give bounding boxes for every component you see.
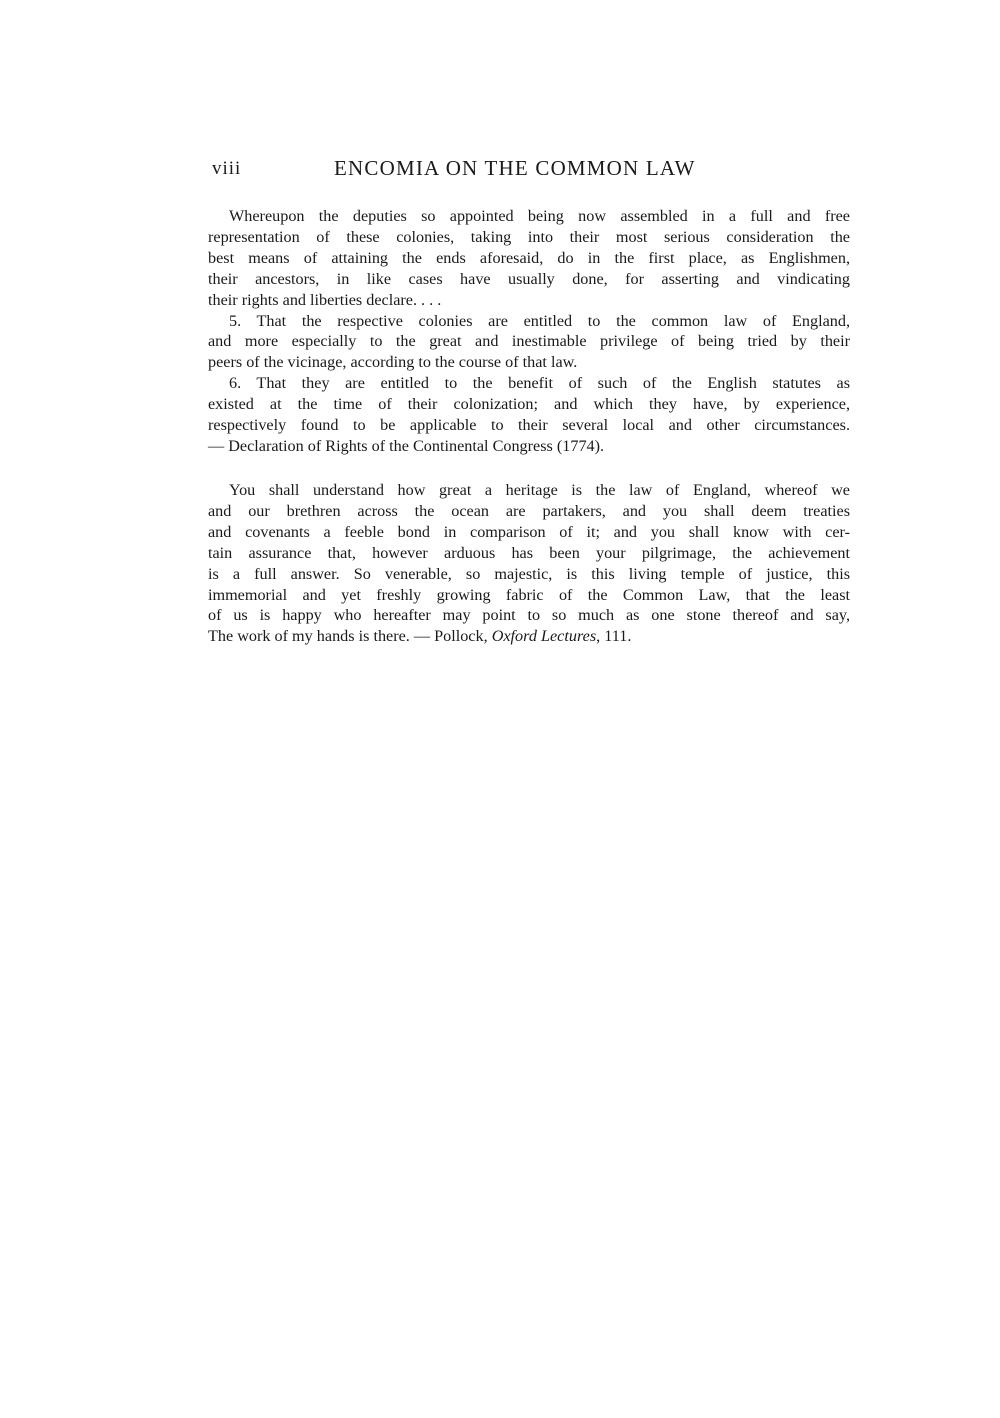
page-header [212, 156, 852, 186]
quote-line: 6. That they are entitled to the benefit of such of the English statutes as [229, 374, 850, 393]
quote-final-line [208, 626, 850, 647]
quote-line: their rights and liberties declare. . . . [208, 290, 442, 309]
source-page: , 111. [596, 627, 632, 646]
quote-line: best means of attaining the ends aforesaid, do in the first place, as Englishmen, [208, 248, 850, 267]
quote-line: and our brethren across the ocean are partakers, and you shall deem treaties [208, 501, 850, 520]
running-title: ENCOMIA ON THE COMMON LAW [334, 156, 696, 180]
quote-attribution: — Declaration of Rights of the Continental Congress (1774). [208, 436, 605, 455]
quote-pollock [208, 480, 850, 647]
quote-line: respectively found to be applicable to their several local and other circumstances. [208, 416, 850, 435]
page-number: viii [212, 158, 242, 179]
quote-line: and covenants a feeble bond in comparison of it; and you shall know with cer- [208, 522, 850, 541]
quote-line: is a full answer. So venerable, so majestic, is this living temple of justice, this [208, 564, 850, 583]
quote-line: You shall understand how great a heritage is the law of England, whereof we [229, 481, 850, 499]
quote-line: and more especially to the great and inestimable privilege of being tried by their [208, 332, 850, 351]
quote-line: existed at the time of their colonization; and which they have, by experience, [208, 395, 850, 414]
source-title: Oxford Lectures [491, 627, 597, 646]
quote-final-text: The work of my hands is there. — Pollock, [208, 627, 492, 646]
quote-line: tain assurance that, however arduous has been your pilgrimage, the achievement [208, 543, 850, 562]
quote-line: their ancestors, in like cases have usually done, for asserting and vindicating [208, 269, 850, 288]
quote-line: immemorial and yet freshly growing fabric of the Common Law, that the least [208, 585, 850, 604]
quote-line: representation of these colonies, taking into their most serious consideration the [208, 227, 850, 246]
quote-line: 5. That the respective colonies are entitled to the common law of England, [229, 311, 850, 330]
quote-declaration-of-rights [208, 206, 850, 457]
quote-line: peers of the vicinage, according to the course of that law. [208, 353, 578, 372]
quote-line: Whereupon the deputies so appointed being now assembled in a full and free [229, 207, 850, 225]
quote-line: of us is happy who hereafter may point to so much as one stone thereof and say, [208, 606, 850, 625]
